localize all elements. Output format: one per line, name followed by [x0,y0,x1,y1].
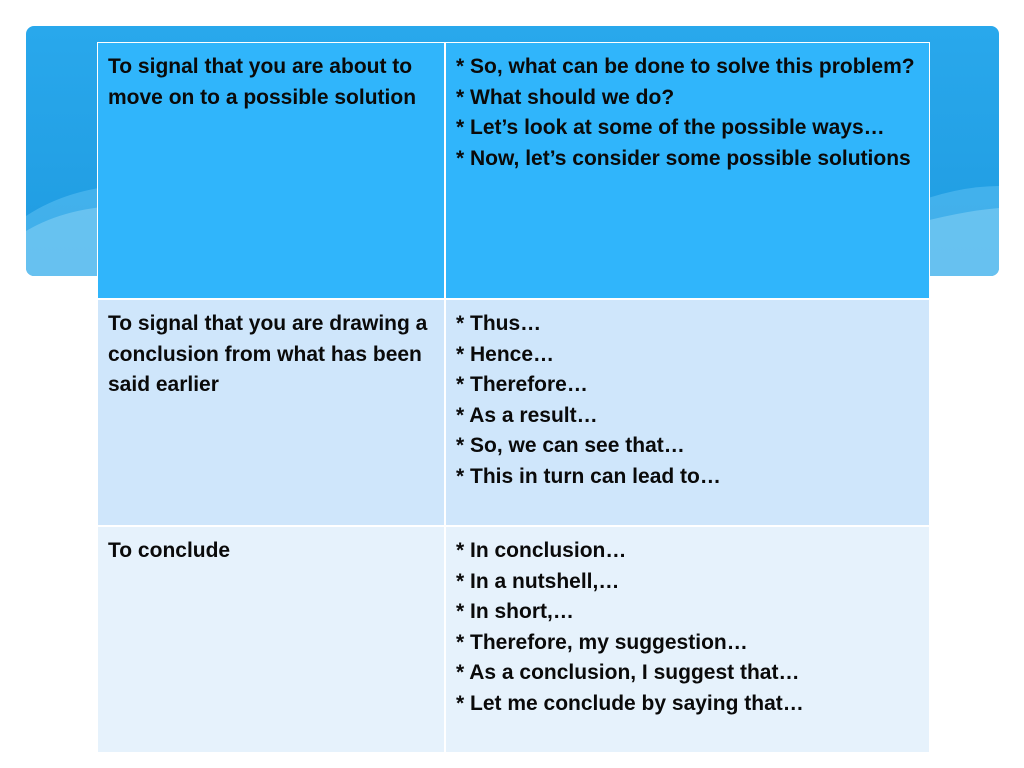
phrase-text: * So, what can be done to solve this problem? [456,55,915,78]
phrase-text: * Hence… [456,342,555,366]
purpose-text: To conclude [108,539,231,562]
phrase-text: * In conclusion… [456,539,627,562]
phrase-text: * As a conclusion, I suggest that… [456,661,800,684]
phrases-cell [445,299,930,526]
phrases-cell [445,526,930,753]
phrase-text: * Thus… [456,312,542,335]
phrase-text: * As a result… [456,403,598,427]
phrase-text: * Let’s look at some of the possible ways… [456,116,885,139]
phrase-text: * Therefore… [456,373,588,396]
phrase-text: * So, we can see that… [456,434,685,457]
purpose-text: To signal that you are about to move on to a possible solution [108,55,418,109]
purpose-cell [98,299,446,526]
phrase-text: * Now, let’s consider some possible solutions [456,146,911,170]
phrase-text: * This in turn can lead to… [456,464,721,488]
phrase-text: * What should we do? [456,85,675,109]
phrase-text: * Therefore, my suggestion… [456,630,748,654]
table-row [98,299,930,526]
purpose-text: To signal that you are drawing a conclusion from what has been said earlier [108,312,434,396]
phrases-cell [445,43,930,300]
table-row [98,526,930,753]
table-row [98,43,930,300]
purpose-cell [98,43,446,300]
purpose-cell [98,526,446,753]
phrases-table-wrapper [97,42,928,750]
phrase-text: * In short,… [456,600,574,623]
phrase-text: * Let me conclude by saying that… [456,691,804,715]
phrases-table [97,42,930,753]
phrase-text: * In a nutshell,… [456,569,620,593]
